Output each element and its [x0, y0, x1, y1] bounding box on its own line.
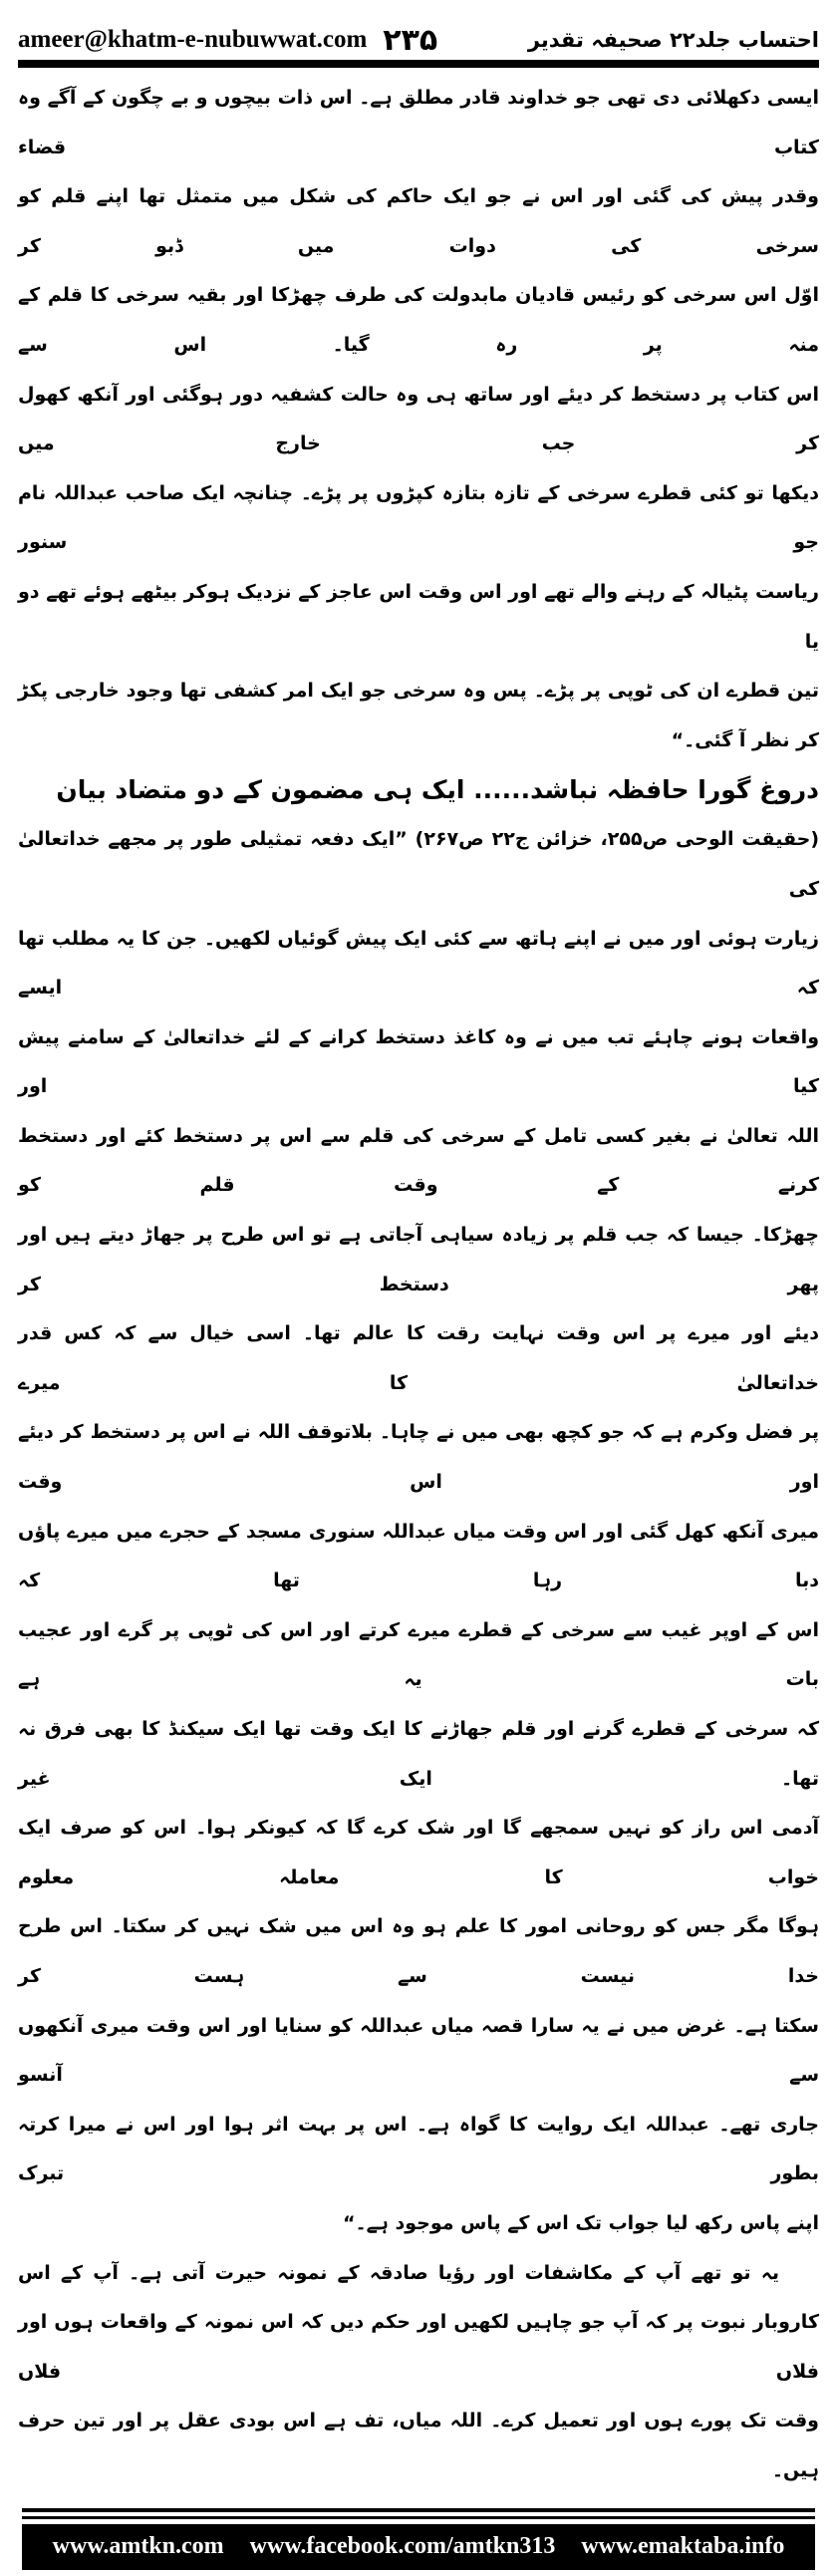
footer-link-facebook[interactable]: www.facebook.com/amtkn313: [249, 2533, 556, 2559]
text-line: یہ تو تھے آپ کے مکاشفات اور رؤیا صادقہ کے نمونہ حیرت آتی ہے۔ آپ کے اس: [18, 2261, 779, 2284]
footer-rule: [22, 2508, 815, 2512]
text-line: سکتا ہے۔ غرض میں نے یہ سارا قصہ میاں عبداللہ کو سنایا اور اس وقت میری آنکھوں سے آنسو: [18, 2014, 819, 2087]
text-line: ایسی دکھلائی دی تھی جو خداوند قادر مطلق ہے۔ اس ذات بیچوں و بے چگون کے آگے وہ کتاب قضاء: [18, 87, 819, 158]
text-line: تین قطرے ان کی ٹوپی پر پڑے۔ پس وہ سرخی جو ایک امر کشفی تھا وجود خارجی پکڑ کر نظر آ گئی۔“: [18, 680, 819, 751]
text-line: وقدر پیش کی گئی اور اس نے جو ایک حاکم کی شکل میں متمثل تھا اپنے قلم کو سرخی کی دوات میں ڈبو کر: [18, 185, 819, 257]
text-line: اپنے پاس رکھ لیا جواب تک اس کے پاس موجود ہے۔“: [342, 2211, 819, 2234]
footer-link-amtkn[interactable]: www.amtkn.com: [52, 2533, 224, 2559]
section-heading: دروغ گورا حافظہ نباشد...... ایک ہی مضمون کے دو متضاد بیان: [56, 775, 819, 805]
footer-link-emaktaba[interactable]: www.emaktaba.info: [581, 2533, 785, 2559]
text-line: دیئے اور میرے پر اس وقت نہایت رقت کا عالم تھا۔ اسی خیال سے کہ کس قدر خداتعالیٰ کا میرے: [18, 1322, 819, 1394]
page-footer: [22, 2508, 815, 2570]
text-line: آدمی اس راز کو نہیں سمجھے گا اور شک کرے گا کہ کیونکر ہوا۔ اس کو صرف ایک خواب کا معاملہ معلوم: [18, 1817, 819, 1888]
page-header: [18, 18, 819, 62]
text-line: اوّل اس سرخی کو رئیس قادیان مابدولت کی طرف چھڑکا اور بقیہ سرخی کا قلم کے منہ پر رہ گیا۔ اس سے: [18, 284, 819, 356]
footer-rule: [22, 2516, 815, 2519]
header-left: [18, 23, 437, 58]
text-line: ہوگا مگر جس کو روحانی امور کا علم ہو وہ اس میں شک نہیں کر سکتا۔ اس طرح خدا نیست سے ہست کر: [18, 1915, 819, 1987]
paragraph-2: [18, 815, 819, 2248]
text-line: واقعات ہونے چاہئے تب میں نے وہ کاغذ دستخط کرانے کے لئے خداتعالیٰ کے سامنے پیش کیا اور: [18, 1025, 819, 1098]
page-number: ۲۳۵: [383, 22, 438, 58]
text-line: (حقیقت الوحی ص۲۵۵، خزائن ج۲۲ ص۲۶۷) ”ایک دفعہ تمثیلی طور پر مجھے خداتعالیٰ کی: [18, 828, 820, 900]
text-line: وقت تک پورے ہوں اور تعمیل کرے۔ اللہ میاں، تف ہے اس بودی عقل پر اور تین حرف ہیں۔: [18, 2410, 819, 2481]
book-title: احتساب جلد۲۲ صحیفہ تقدیر: [527, 28, 819, 52]
paragraph-3: [18, 2249, 819, 2496]
text-line: زیارت ہوئی اور میں نے اپنے ہاتھ سے کئی ایک پیش گوئیاں لکھیں۔ جن کا یہ مطلب تھا کہ ایسے: [18, 927, 819, 1000]
footer-links-bar: [22, 2524, 815, 2570]
text-line: ریاست پٹیالہ کے رہنے والے تھے اور اس وقت اس عاجز کے نزدیک ہوکر بیٹھے ہوئے تھے دو یا: [18, 580, 819, 653]
text-line: اس کتاب پر دستخط کر دیئے اور ساتھ ہی وہ حالت کشفیہ دور ہوگئی اور آنکھ کھول کر جب خارج میں: [18, 383, 819, 455]
paragraph-1: [18, 74, 819, 765]
text-line: دیکھا تو کئی قطرے سرخی کے تازہ بتازہ کپڑوں پر پڑے۔ چنانچہ ایک صاحب عبداللہ نام جو سنور: [18, 481, 819, 554]
text-line: جاری تھے۔ عبداللہ ایک روایت کا گواہ ہے۔ اس پر بہت اثر ہوا اور اس نے میرا کرتہ بطور تبرک: [18, 2113, 819, 2185]
text-line: کہ سرخی کے قطرے گرنے اور قلم جھاڑنے کا ایک وقت تھا ایک سیکنڈ کا بھی فرق نہ تھا۔ ایک غیر: [18, 1718, 819, 1790]
text-line: چھڑکا۔ جیسا کہ جب قلم پر زیادہ سیاہی آجاتی ہے تو اس طرح پر جھاڑ دیتے ہیں اور پھر دستخط کر: [18, 1224, 819, 1295]
text-line: اللہ تعالیٰ نے بغیر کسی تامل کے سرخی کی قلم سے اس پر دستخط کئے اور دستخط کرنے کے وقت قلم کو: [18, 1124, 819, 1197]
page-body: [18, 74, 819, 2496]
text-line: پر فضل وکرم ہے کہ جو کچھ بھی میں نے چاہا۔ بلاتوقف اللہ نے اس پر دستخط کر دیئے اور اس وقت: [18, 1421, 819, 1494]
text-line: میری آنکھ کھل گئی اور اس وقت میاں عبداللہ سنوری مسجد کے حجرے میں میرے پاؤں دبا رہا تھا کہ: [18, 1520, 819, 1592]
text-line: اس کے اوپر غیب سے سرخی کے قطرے میرے کرتے اور اس کی ٹوپی پر گرے اور عجیب بات یہ ہے: [18, 1618, 819, 1691]
text-line: کاروبار نبوت پر کہ آپ جو چاہیں لکھیں اور حکم دیں کہ اس نمونہ کے واقعات ہوں اور فلاں فلاں: [18, 2311, 819, 2383]
email-address: ameer@khatm-e-nubuwwat.com: [18, 26, 368, 53]
header-rule: [18, 60, 819, 68]
